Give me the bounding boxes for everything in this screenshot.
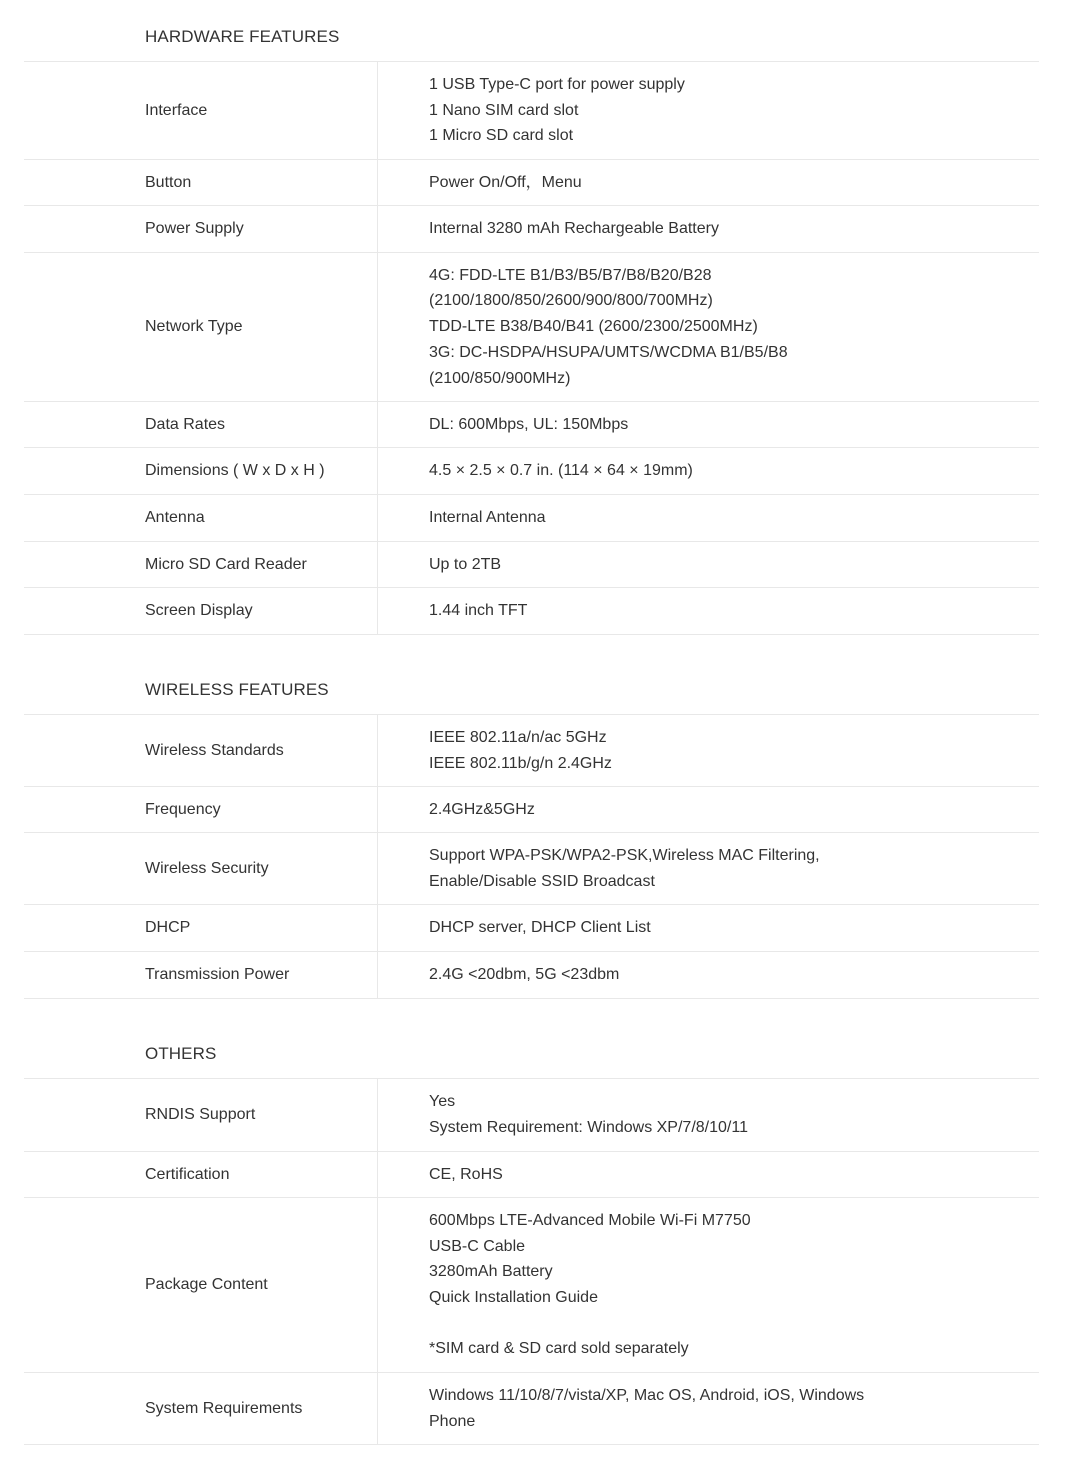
spec-value-line: Yes — [429, 1093, 456, 1111]
spec-value-line: Up to 2TB — [429, 555, 502, 573]
spec-value-line: DHCP server, DHCP Client List — [429, 919, 651, 937]
spec-row — [24, 62, 1039, 160]
spec-label: Transmission Power — [24, 952, 378, 998]
spec-value — [378, 1152, 1039, 1197]
spec-value-line: *SIM card & SD card sold separately — [429, 1340, 689, 1358]
spec-row — [24, 833, 1039, 905]
spec-value — [378, 1373, 1039, 1444]
spec-value-line: 1.44 inch TFT — [429, 602, 528, 620]
spec-value — [378, 253, 1039, 401]
spec-row — [24, 1198, 1039, 1373]
spec-value-line: Phone — [429, 1412, 476, 1430]
spec-row — [24, 448, 1039, 495]
spec-value-line: 1 Nano SIM card slot — [429, 101, 579, 119]
spec-value — [378, 402, 1039, 447]
spec-value-line: (2100/1800/850/2600/900/800/700MHz) — [429, 292, 713, 310]
section-title: OTHERS — [24, 1017, 1039, 1079]
spec-value — [378, 448, 1039, 494]
spec-label: Power Supply — [24, 206, 378, 252]
spec-value-line: 3280mAh Battery — [429, 1263, 553, 1281]
spec-value-line: 600Mbps LTE-Advanced Mobile Wi-Fi M7750 — [429, 1211, 751, 1229]
spec-label: Screen Display — [24, 588, 378, 634]
spec-value — [378, 833, 1039, 904]
spec-value-line: 1 Micro SD card slot — [429, 127, 574, 145]
spec-value — [378, 495, 1039, 541]
spec-label: Data Rates — [24, 402, 378, 447]
spec-value — [378, 787, 1039, 832]
spec-value-line: 2.4G <20dbm, 5G <23dbm — [429, 966, 620, 984]
spec-row — [24, 952, 1039, 999]
spec-row — [24, 715, 1039, 787]
spec-value-line: Windows 11/10/8/7/vista/XP, Mac OS, Android, iOS, Windows — [429, 1386, 865, 1404]
spec-value-line: CE, RoHS — [429, 1165, 503, 1183]
spec-value — [378, 1198, 1039, 1372]
spec-section-hardware-features — [24, 0, 1039, 635]
spec-value — [378, 160, 1039, 205]
spec-label: Certification — [24, 1152, 378, 1197]
spec-row — [24, 253, 1039, 402]
spec-row — [24, 588, 1039, 635]
spec-value — [378, 62, 1039, 159]
spec-row — [24, 160, 1039, 206]
spec-row — [24, 1373, 1039, 1445]
spec-label: RNDIS Support — [24, 1079, 378, 1151]
spec-value-line: USB-C Cable — [429, 1237, 526, 1255]
spec-value-line: DL: 600Mbps, UL: 150Mbps — [429, 415, 629, 433]
spec-value-line: Support WPA-PSK/WPA2-PSK,Wireless MAC Filtering, — [429, 846, 820, 864]
spec-row — [24, 787, 1039, 833]
spec-value — [378, 715, 1039, 786]
spec-value-line: 4G: FDD-LTE B1/B3/B5/B7/B8/B20/B28 — [429, 266, 712, 284]
spec-row — [24, 495, 1039, 542]
section-title: HARDWARE FEATURES — [24, 0, 1039, 62]
spec-label: Interface — [24, 62, 378, 159]
spec-value-line: IEEE 802.11b/g/n 2.4GHz — [429, 754, 612, 772]
spec-row — [24, 402, 1039, 448]
spec-value-line: Internal 3280 mAh Rechargeable Battery — [429, 220, 719, 238]
section-title: WIRELESS FEATURES — [24, 653, 1039, 715]
spec-section-wireless-features — [24, 653, 1039, 999]
spec-value-line: Internal Antenna — [429, 509, 546, 527]
spec-row — [24, 206, 1039, 253]
spec-value — [378, 542, 1039, 587]
spec-label: Antenna — [24, 495, 378, 541]
spec-value-line: 1 USB Type-C port for power supply — [429, 75, 685, 93]
spec-section-others — [24, 1017, 1039, 1445]
spec-value-line: 3G: DC-HSDPA/HSUPA/UMTS/WCDMA B1/B5/B8 — [429, 343, 788, 361]
spec-value-line: IEEE 802.11a/n/ac 5GHz — [429, 728, 607, 746]
spec-label: Wireless Standards — [24, 715, 378, 786]
spec-label: Frequency — [24, 787, 378, 832]
spec-value-line: System Requirement: Windows XP/7/8/10/11 — [429, 1119, 748, 1136]
spec-value-line: (2100/850/900MHz) — [429, 369, 571, 387]
spec-value — [378, 952, 1039, 998]
spec-value-line: Quick Installation Guide — [429, 1289, 598, 1306]
spec-value-line: TDD-LTE B38/B40/B41 (2600/2300/2500MHz) — [429, 318, 758, 336]
spec-value-line: 2.4GHz&5GHz — [429, 800, 535, 818]
spec-value — [378, 206, 1039, 252]
spec-row — [24, 542, 1039, 588]
spec-label: Dimensions ( W x D x H ) — [24, 448, 378, 494]
spec-value — [378, 588, 1039, 634]
spec-label: DHCP — [24, 905, 378, 951]
spec-label: Network Type — [24, 253, 378, 401]
spec-label: Wireless Security — [24, 833, 378, 904]
spec-label: Package Content — [24, 1198, 378, 1372]
spec-row — [24, 905, 1039, 952]
spec-row — [24, 1079, 1039, 1152]
spec-label: System Requirements — [24, 1373, 378, 1444]
spec-row — [24, 1152, 1039, 1198]
spec-value-line: Enable/Disable SSID Broadcast — [429, 872, 655, 890]
spec-value-line: 4.5 × 2.5 × 0.7 in. (114 × 64 × 19mm) — [429, 462, 693, 480]
spec-value — [378, 1079, 1039, 1151]
spec-label: Micro SD Card Reader — [24, 542, 378, 587]
spec-value — [378, 905, 1039, 951]
spec-value-line: Power On/Off，Menu — [429, 173, 582, 191]
spec-label: Button — [24, 160, 378, 205]
spec-value-line — [429, 1311, 1019, 1337]
